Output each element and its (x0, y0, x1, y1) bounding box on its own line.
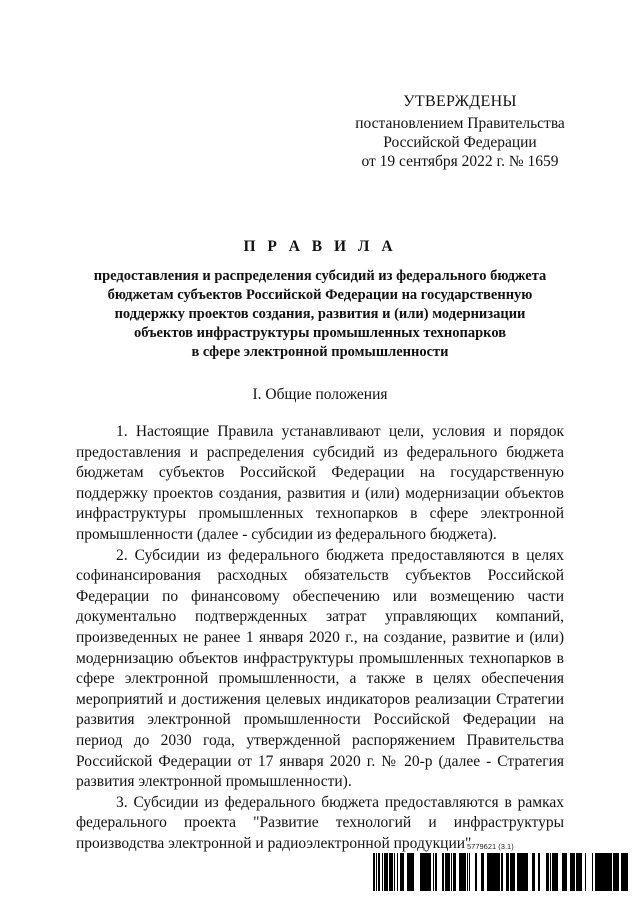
approval-heading: УТВЕРЖДЕНЫ (403, 93, 517, 110)
document-subtitle (60, 267, 580, 362)
approval-line-2: Российской Федерации (383, 134, 537, 151)
subtitle-line: в сфере электронной промышленности (191, 344, 449, 360)
approval-line-3: от 19 сентября 2022 г. № 1659 (361, 153, 559, 170)
subtitle-line: объектов инфраструктуры промышленных технопарков (133, 325, 507, 341)
document-footer (372, 842, 628, 892)
subtitle-line: поддержку проектов создания, развития и (или) модернизации (114, 306, 526, 322)
document-code: 5779621 (3.1) (467, 842, 514, 851)
paragraph-2: 2. Субсидии из федерального бюджета предоставляются в целях софинансирования расходных обязательств субъектов Российской Федерации по финансовому обеспечению или возмещению части документально подтвержденных затрат управляющих компаний, произведенных не ранее 1 января 2020 г., на создание, развитие и (или) модернизацию объектов инфраструктуры промышленных технопарков в сфере электронной промышленности, а также в целях обеспечения мероприятий и достижения целевых индикаторов реализации Стратегии развития электронной промышленности Российской Федерации на период до 2030 года, утвержденной распоряжением Правительства Российской Федерации от 17 января 2020 г. № 20-р (далее - Стратегия развития электронной промышленности). (76, 546, 564, 791)
paragraph-3: 3. Субсидии из федерального бюджета предоставляются в рамках федерального проекта "Развитие технологий и инфраструктуры производства электронной и радиоэлектронной продукции" (76, 793, 564, 852)
approval-block (330, 92, 590, 171)
barcode-icon (372, 853, 628, 891)
section-heading: I. Общие положения (252, 386, 388, 403)
approval-line-1: постановлением Правительства (355, 115, 565, 132)
subtitle-line: бюджетам субъектов Российской Федерации на государственную (107, 287, 533, 303)
document-title: П Р А В И Л А (243, 238, 397, 255)
subtitle-line: предоставления и распределения субсидий из федерального бюджета (93, 268, 547, 284)
paragraph-1: 1. Настоящие Правила устанавливают цели, условия и порядок предоставления и распределения субсидий из федерального бюджета бюджетам субъектов Российской Федерации на государственную поддержку проектов создания, развития и (или) модернизации объектов инфраструктуры промышленных технопарков в сфере электронной промышленности (далее - субсидии из федерального бюджета). (76, 423, 564, 543)
document-body (76, 422, 564, 854)
